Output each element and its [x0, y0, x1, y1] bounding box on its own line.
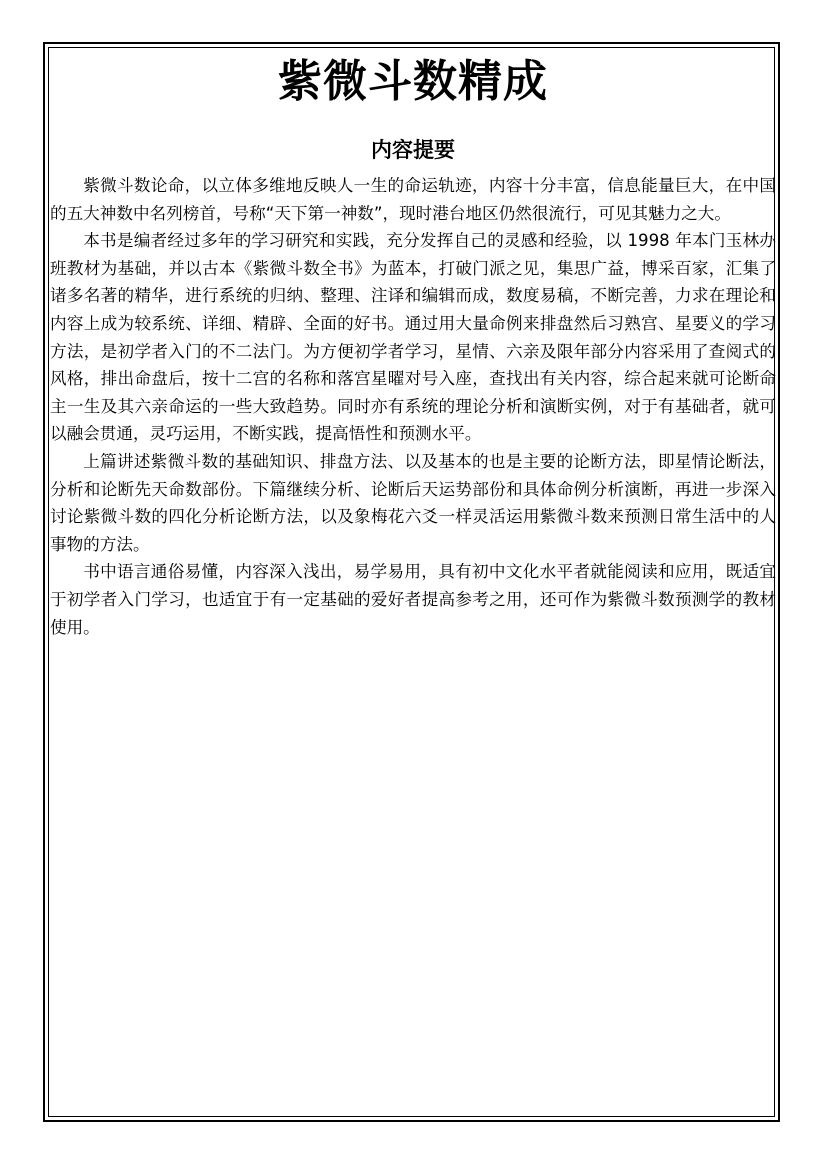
paragraph-3: 上篇讲述紫微斗数的基础知识、排盘方法、以及基本的也是主要的论断方法，即星情论断法，分析和论断先天命数部份。下篇继续分析、论断后天运势部份和具体命例分析演断，再进一步深入讨论紫微斗数的四化分析论断方法，以及象梅花六爻一样灵活运用紫微斗数来预测日常生活中的人事物的方法。 — [50, 451, 776, 554]
book-title: 紫微斗数精成 — [278, 56, 548, 107]
paragraph-1: 紫微斗数论命，以立体多维地反映人一生的命运轨迹，内容十分丰富，信息能量巨大，在中国的五大神数中名列榜首，号称“天下第一神数”，现时港台地区仍然很流行，可见其魅力之大。 — [50, 176, 776, 223]
section-heading: 内容提要 — [371, 138, 455, 162]
paragraph-2: 本书是编者经过多年的学习研究和实践，充分发挥自己的灵感和经验，以 1998 年本门玉林办班教材为基础，并以古本《紫微斗数全书》为蓝本，打破门派之见，集思广益，博采百家，汇集了诸多名著的精华，进行系统的归纳、整理、注译和编辑而成，数度易稿，不断完善，力求在理论和内容上成为较系统、详细、精辟、全面的好书。通过用大量命例来排盘然后习熟宫、星要义的学习方法，是初学者入门的不二法门。为方便初学者学习，星情、六亲及限年部分内容采用了查阅式的风格，排出命盘后，按十二宫的名称和落宫星曜对号入座，查找出有关内容，综合起来就可论断命主一生及其六亲命运的一些大致趋势。同时亦有系统的理论分析和演断实例，对于有基础者，就可以融会贯通，灵巧运用，不断实践，提高悟性和预测水平。 — [50, 231, 776, 444]
page-content — [50, 52, 776, 641]
paragraph-4: 书中语言通俗易懂，内容深入浅出，易学易用，具有初中文化水平者就能阅读和应用，既适宜于初学者入门学习，也适宜于有一定基础的爱好者提高参考之用，还可作为紫微斗数预测学的教材使用。 — [50, 562, 776, 637]
